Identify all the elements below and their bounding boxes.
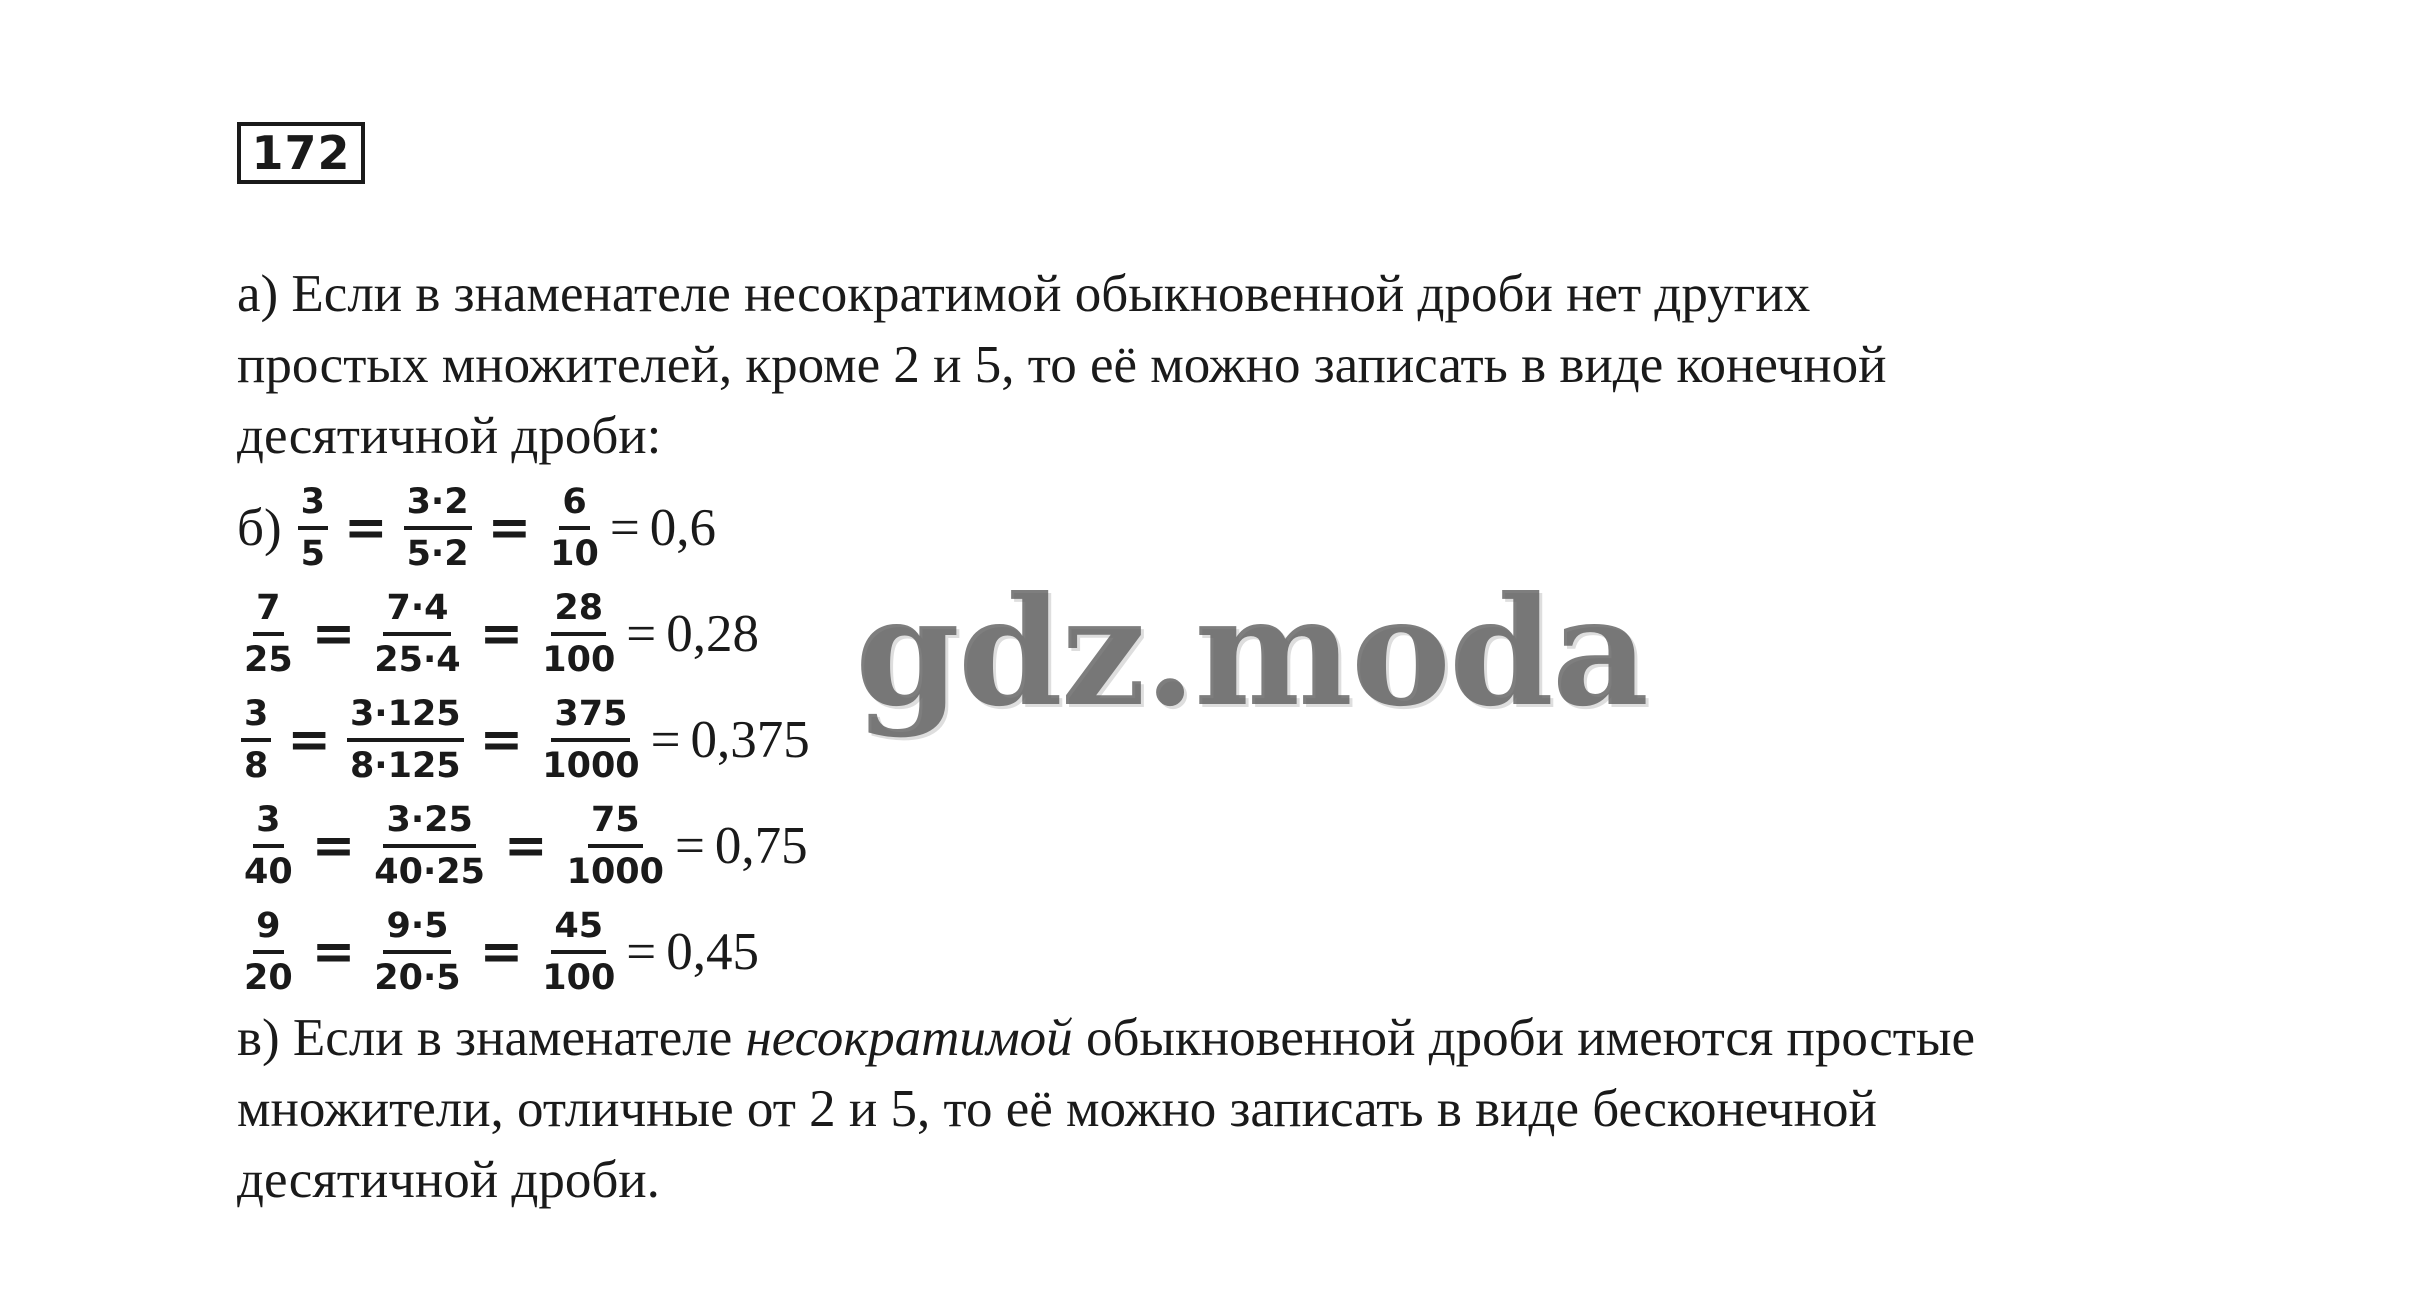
- decimal-result: = 0,6: [609, 499, 717, 557]
- fraction: $\frac{7\cdot 4}{25\cdot 4}$: [374, 588, 461, 680]
- equals-sign: =: [311, 816, 356, 876]
- part-a-line-1: а) Если в знаменателе несократимой обыкновенной дроби нет других: [237, 265, 1811, 323]
- equals-sign: =: [487, 498, 532, 558]
- fraction: $\frac{3}{8}$: [237, 692, 275, 788]
- equals-sign: =: [479, 922, 524, 982]
- equation-row-4: [237, 796, 808, 896]
- part-a-paragraph: [237, 259, 2237, 472]
- equals-sign: =: [287, 710, 331, 770]
- equation-row-2: [237, 584, 759, 684]
- decimal-result: = 0,375: [650, 711, 810, 769]
- italic-term: несократимой: [745, 1009, 1073, 1067]
- part-v-line-1: в) Если в знаменателе несократимой обыкновенной дроби имеются простые: [237, 1009, 1976, 1067]
- watermark-logo: gdz.moda: [855, 564, 1648, 740]
- part-v-line-3: десятичной дроби.: [237, 1151, 660, 1209]
- part-a-line-2: простых множителей, кроме 2 и 5, то её можно записать в виде конечной: [237, 336, 1887, 394]
- fraction: $\frac{7}{25}$: [244, 588, 293, 680]
- fraction: $\frac{28}{100}$: [542, 588, 616, 680]
- decimal-result: = 0,45: [626, 923, 759, 981]
- equation-row-5: [237, 902, 759, 1002]
- decimal-result: = 0,75: [675, 817, 808, 875]
- fraction: $\frac{3}{5}$: [294, 480, 332, 576]
- equals-sign: =: [343, 498, 388, 558]
- equation-row-3: [237, 690, 810, 790]
- fraction: $\frac{6}{10}$: [550, 482, 599, 574]
- equation-row-1: [237, 478, 716, 578]
- fraction: $\frac{75}{1000}$: [566, 800, 665, 892]
- equals-sign: =: [504, 816, 548, 876]
- equals-sign: =: [311, 604, 356, 664]
- task-number-box: 172: [237, 122, 365, 184]
- part-v-line-2: множители, отличные от 2 и 5, то её можно записать в виде бесконечной: [237, 1080, 1877, 1138]
- part-b-prefix: б): [237, 499, 282, 557]
- decimal-result: = 0,28: [626, 605, 759, 663]
- fraction: $\frac{3\cdot 2}{5\cdot 2}$: [400, 480, 476, 576]
- part-v-paragraph: [237, 1003, 2237, 1216]
- fraction: $\frac{3\cdot 125}{8\cdot 125}$: [343, 692, 468, 788]
- fraction: $\frac{9\cdot 5}{20\cdot 5}$: [374, 906, 461, 998]
- equals-sign: =: [311, 922, 356, 982]
- fraction: $\frac{375}{1000}$: [542, 694, 640, 786]
- fraction: $\frac{3}{40}$: [244, 800, 293, 892]
- fraction: $\frac{45}{100}$: [542, 906, 616, 998]
- part-a-line-3: десятичной дроби:: [237, 407, 662, 465]
- equals-sign: =: [479, 604, 524, 664]
- fraction: $\frac{9}{20}$: [244, 906, 293, 998]
- equals-sign: =: [479, 710, 524, 770]
- fraction: $\frac{3\cdot 25}{40\cdot 25}$: [374, 800, 486, 892]
